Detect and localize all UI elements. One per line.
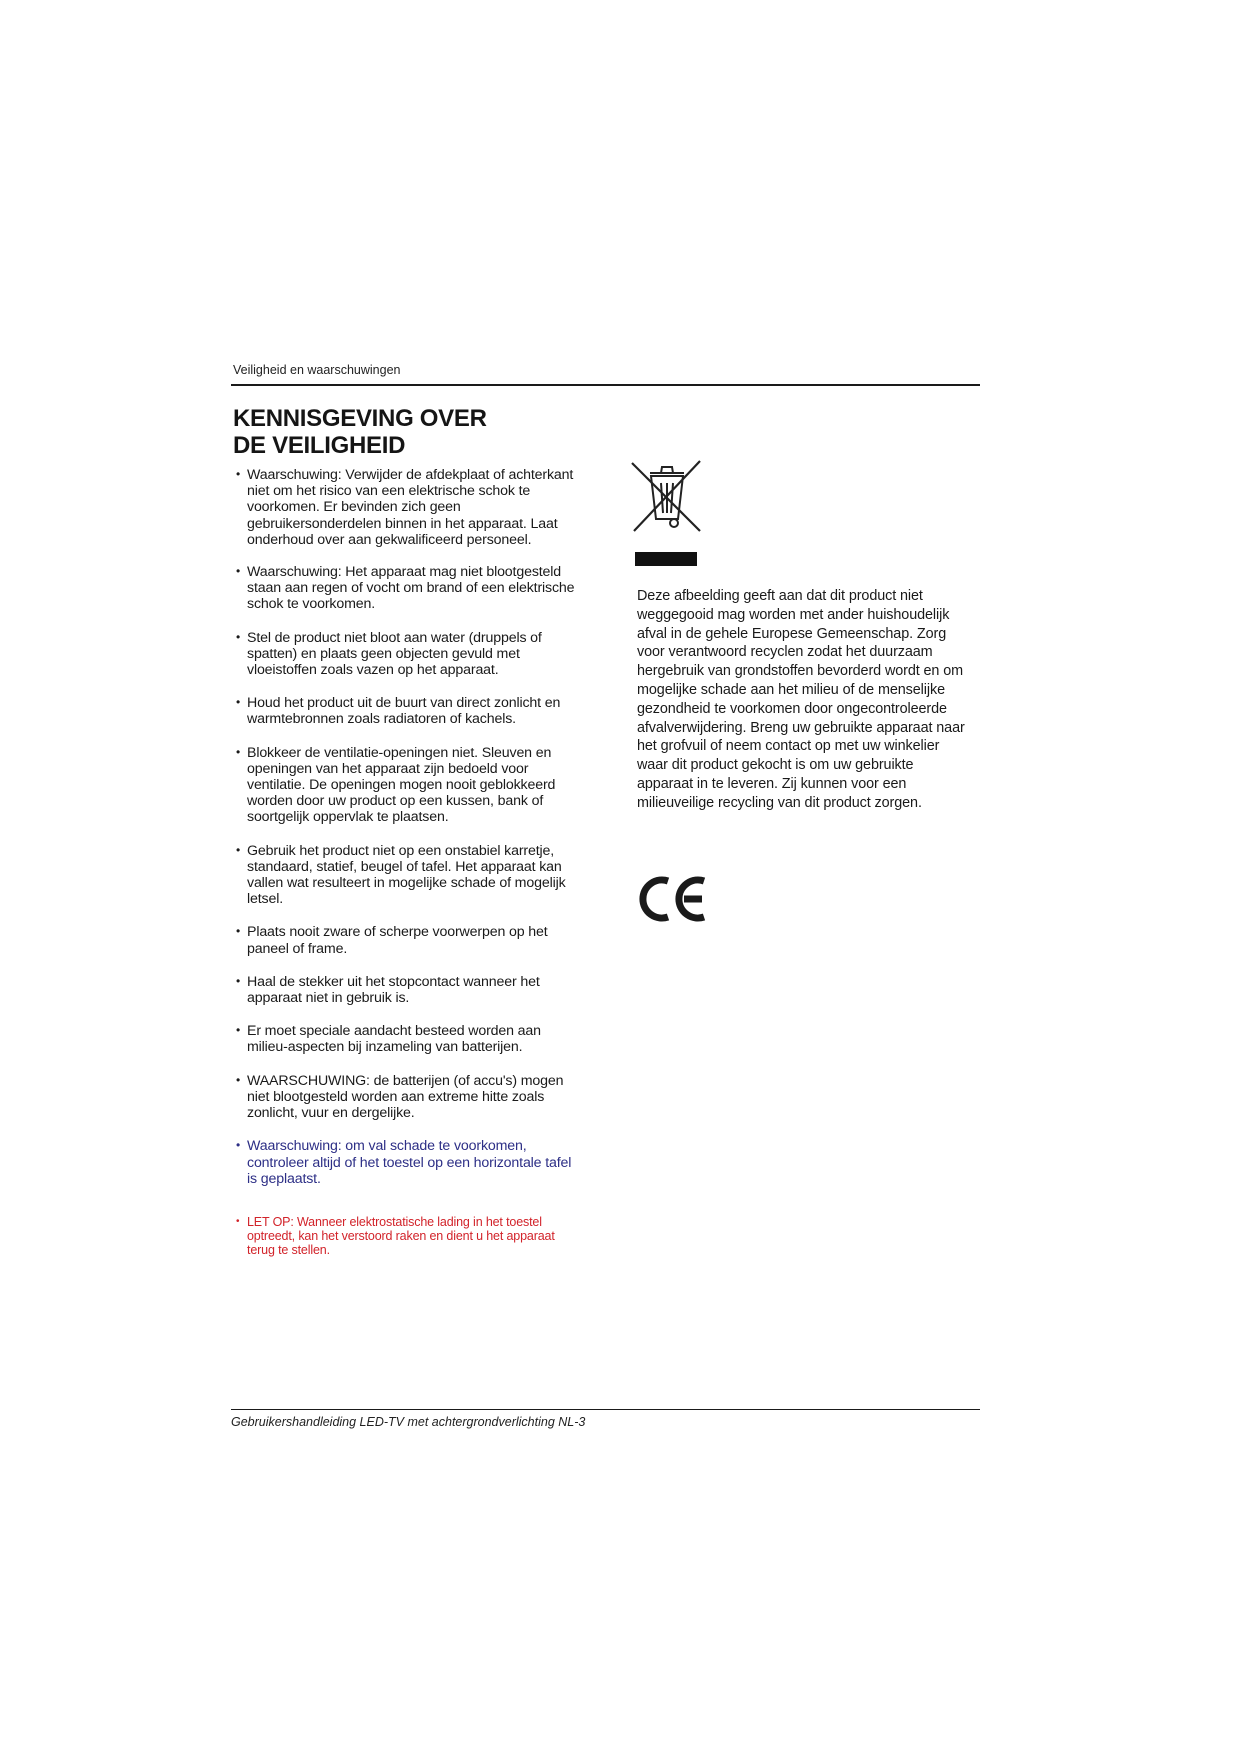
bullet-dot: • [236,564,241,579]
warning-item [236,1023,576,1055]
bullet-dot: • [236,842,241,857]
bullet-dot: • [236,629,241,644]
bullet-dot: • [236,1072,241,1087]
warning-text: Haal de stekker uit het stopcontact wanneer het apparaat niet in gebruik is. [247,973,540,1007]
section-header: Veiligheid en waarschuwingen [233,363,401,377]
weee-disposal-text: Deze afbeelding geeft aan dat dit product niet weggegooid mag worden met ander huishoudelijk afval in de gehele Europese Gemeenschap. Zorg voor verantwoord recyclen zodat het duurzaam hergebruik van grondstoffen bevorderd wordt en om mogelijke schade aan het milieu of de menselijke gezondheid te voorkomen door ongecontroleerde afvalverwijdering. Breng uw gebruikte apparaat naar het grofvuil of neem contact op met uw winkelier waar dit product gekocht is om uw gebruikte apparaat in te leveren. Zij kunnen voor een milieuveilige recycling van dit product zorgen. [637,588,965,811]
warning-item [236,843,576,908]
bullet-dot: • [236,973,241,988]
bullet-dot: • [236,467,241,481]
warning-text: Er moet speciale aandacht besteed worden aan milieu-aspecten bij inzameling van batterijen. [247,1023,541,1056]
warning-item [236,630,576,679]
warning-text: Stel de product niet bloot aan water (druppels of spatten) en plaats geen objecten gevuld met vloeistoffen zoals vazen op het apparaat. [247,629,542,679]
warning-item [236,1073,576,1122]
bullet-dot: • [236,695,241,710]
warning-text: Blokkeer de ventilatie-openingen niet. Sleuven en openingen van het apparaat zijn bedoeld voor ventilatie. De openingen mogen nooit geblokkeerd worden door uw product op een kussen, bank of soortgelijk oppervlak te plaatsen. [247,744,556,826]
warning-item [236,745,576,826]
warning-text: Waarschuwing: Verwijder de afdekplaat of achterkant niet om het risico van een elektrische schok te voorkomen. Er bevinden zich geen gebruikersonderdelen binnen in het apparaat. Laat onderhoud over aan gekwalificeerd personeel. [247,467,574,548]
ce-mark-icon [638,873,710,925]
warning-item [236,467,576,548]
warning-text: Waarschuwing: om val schade te voorkomen, controleer altijd of het toestel op een horizontale tafel is geplaatst. [247,1138,572,1187]
warning-text: Plaats nooit zware of scherpe voorwerpen op het paneel of frame. [247,924,548,957]
bullet-dot: • [236,1023,241,1038]
warning-text: Houd het product uit de buurt van direct zonlicht en warmtebronnen zoals radiatoren of kachels. [247,695,561,728]
warning-item-red [236,1216,576,1257]
bullet-dot: • [236,1215,240,1227]
weee-black-bar [635,552,697,566]
crossed-out-wheelie-bin-icon [628,457,704,535]
bullet-dot: • [236,1138,241,1153]
warning-text: Gebruik het product niet op een onstabiel karretje, standaard, statief, beugel of tafel. Het apparaat kan vallen wat resulteert in mogelijke schade of mogelijk letsel. [247,842,566,908]
warning-item-blue [236,1138,576,1187]
page-title-line-1: KENNISGEVING OVER [233,405,487,432]
warning-item [236,924,576,956]
page-title-line-2: DE VEILIGHEID [233,432,406,459]
warning-item [236,564,576,613]
safety-warnings-list [236,467,576,1257]
warning-text: LET OP: Wanneer elektrostatische lading in het toestel optreedt, kan het verstoord raken en dient u het apparaat terug te stellen. [247,1214,555,1257]
footer-divider [231,1409,980,1410]
warning-item [236,695,576,727]
page-title [233,405,593,459]
bullet-dot: • [236,744,241,759]
warning-text: WAARSCHUWING: de batterijen (of accu's) mogen niet blootgesteld worden aan extreme hitte zoals zonlicht, vuur en dergelijke. [247,1072,564,1122]
header-divider [231,384,980,386]
page-footer: Gebruikershandleiding LED-TV met achtergrondverlichting NL-3 [231,1415,586,1429]
bullet-dot: • [236,924,241,939]
warning-item [236,974,576,1006]
warning-text: Waarschuwing: Het apparaat mag niet blootgesteld staan aan regen of vocht om brand of een elektrische schok te voorkomen. [247,564,575,613]
